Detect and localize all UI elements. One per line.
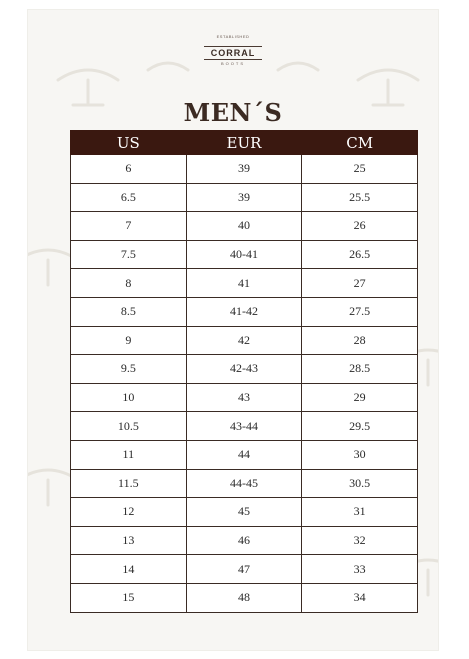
table-row [71, 412, 418, 441]
corral-logo [204, 28, 262, 78]
cell-eur: 40-41 [186, 240, 302, 269]
table-row [71, 155, 418, 184]
column-header-eur: EUR [186, 131, 302, 155]
cell-eur: 41-42 [186, 297, 302, 326]
cell-cm: 29.5 [302, 412, 418, 441]
cell-us: 8 [71, 269, 187, 298]
cell-cm: 25 [302, 155, 418, 184]
column-header-cm: CM [302, 131, 418, 155]
cell-us: 12 [71, 498, 187, 527]
table-row [71, 555, 418, 584]
cell-eur: 39 [186, 183, 302, 212]
cell-cm: 27 [302, 269, 418, 298]
cell-eur: 41 [186, 269, 302, 298]
cell-us: 15 [71, 583, 187, 612]
cell-us: 6.5 [71, 183, 187, 212]
cell-cm: 34 [302, 583, 418, 612]
cell-eur: 46 [186, 526, 302, 555]
cell-us: 7 [71, 212, 187, 241]
table-row [71, 498, 418, 527]
cell-us: 10.5 [71, 412, 187, 441]
cell-eur: 45 [186, 498, 302, 527]
cell-eur: 44 [186, 440, 302, 469]
cell-cm: 30 [302, 440, 418, 469]
logo-wordmark: CORRAL [204, 46, 262, 60]
cell-us: 10 [71, 383, 187, 412]
table-row [71, 326, 418, 355]
cell-us: 9.5 [71, 355, 187, 384]
cell-eur: 48 [186, 583, 302, 612]
table-row [71, 183, 418, 212]
cell-cm: 30.5 [302, 469, 418, 498]
cell-us: 7.5 [71, 240, 187, 269]
column-header-us: US [71, 131, 187, 155]
cell-eur: 44-45 [186, 469, 302, 498]
table-row [71, 297, 418, 326]
cell-cm: 28.5 [302, 355, 418, 384]
cell-us: 11 [71, 440, 187, 469]
cell-cm: 26 [302, 212, 418, 241]
size-conversion-table [70, 130, 418, 613]
cell-eur: 39 [186, 155, 302, 184]
table-row [71, 240, 418, 269]
cell-us: 9 [71, 326, 187, 355]
size-chart-page [28, 10, 438, 650]
table-row [71, 526, 418, 555]
cell-cm: 33 [302, 555, 418, 584]
table-row [71, 440, 418, 469]
cell-cm: 26.5 [302, 240, 418, 269]
table-row [71, 212, 418, 241]
cell-cm: 28 [302, 326, 418, 355]
table-row [71, 583, 418, 612]
cell-us: 6 [71, 155, 187, 184]
cell-us: 14 [71, 555, 187, 584]
cell-eur: 42 [186, 326, 302, 355]
table-header-row [71, 131, 418, 155]
logo-tagline-top: ESTABLISHED [216, 34, 250, 39]
cell-eur: 43 [186, 383, 302, 412]
cell-us: 8.5 [71, 297, 187, 326]
logo-tagline-bottom: BOOTS [220, 61, 245, 66]
table-row [71, 269, 418, 298]
cell-eur: 42-43 [186, 355, 302, 384]
table-row [71, 383, 418, 412]
cell-cm: 25.5 [302, 183, 418, 212]
cell-cm: 29 [302, 383, 418, 412]
table-row [71, 469, 418, 498]
cell-us: 11.5 [71, 469, 187, 498]
cell-cm: 31 [302, 498, 418, 527]
cell-eur: 47 [186, 555, 302, 584]
cell-us: 13 [71, 526, 187, 555]
cell-eur: 43-44 [186, 412, 302, 441]
page-title: MEN´S [183, 98, 283, 127]
cell-eur: 40 [186, 212, 302, 241]
cell-cm: 32 [302, 526, 418, 555]
cell-cm: 27.5 [302, 297, 418, 326]
table-row [71, 355, 418, 384]
